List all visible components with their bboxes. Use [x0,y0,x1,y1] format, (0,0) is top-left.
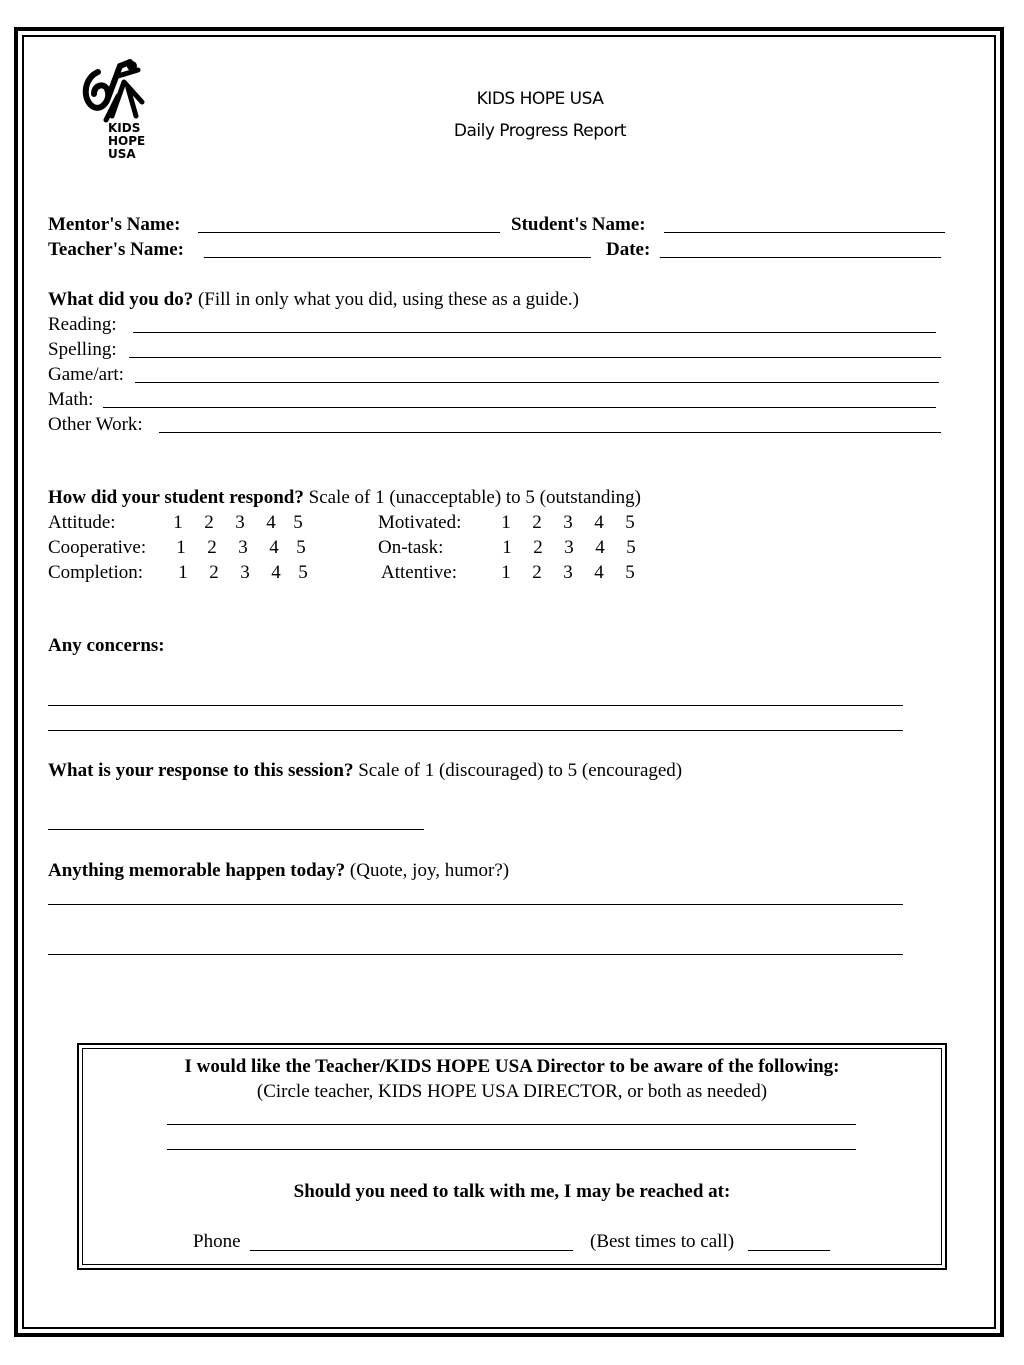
completion-label: Completion: [48,562,143,583]
motivated-rating-4[interactable]: 4 [594,512,604,533]
mentor-name-label: Mentor's Name: [48,214,181,235]
cooperative-rating-5[interactable]: 5 [296,537,306,558]
best-times-label: (Best times to call) [590,1231,735,1252]
best-times-field[interactable] [748,1250,830,1251]
teacher-name-field[interactable] [204,257,591,258]
org-name: KIDS HOPE USA [476,89,604,109]
cooperative-rating-1[interactable]: 1 [176,537,186,558]
session-heading: What is your response to this session? Scale of 1 (discouraged) to 5 (encouraged) [48,760,683,781]
memorable-line-1[interactable] [48,904,903,905]
completion-rating-3[interactable]: 3 [240,562,250,583]
logo-text-hope: HOPE [108,134,146,148]
on-task-rating-1[interactable]: 1 [502,537,512,558]
attitude-rating-5[interactable]: 5 [293,512,303,533]
concerns-heading: Any concerns: [48,635,165,656]
teacher-name-label: Teacher's Name: [48,239,184,260]
attentive-rating-3[interactable]: 3 [563,562,573,583]
attentive-rating-5[interactable]: 5 [625,562,635,583]
on-task-rating-5[interactable]: 5 [626,537,636,558]
memorable-line-2[interactable] [48,954,903,955]
cooperative-rating-4[interactable]: 4 [269,537,279,558]
motivated-label: Motivated: [378,512,462,533]
date-label: Date: [606,239,651,260]
session-response-field[interactable] [48,829,424,830]
completion-rating-1[interactable]: 1 [178,562,188,583]
on-task-rating-2[interactable]: 2 [533,537,543,558]
game-art-label: Game/art: [48,364,124,385]
motivated-rating-2[interactable]: 2 [532,512,542,533]
logo-text-usa: USA [108,147,136,161]
attitude-rating-1[interactable]: 1 [173,512,183,533]
reading-label: Reading: [48,314,117,335]
notice-line-1[interactable] [167,1124,856,1125]
game-art-field[interactable] [135,382,939,383]
attentive-rating-4[interactable]: 4 [594,562,604,583]
motivated-rating-5[interactable]: 5 [625,512,635,533]
on-task-label: On-task: [378,537,444,558]
attentive-rating-1[interactable]: 1 [501,562,511,583]
other-work-label: Other Work: [48,414,143,435]
other-work-field[interactable] [159,432,941,433]
attitude-rating-4[interactable]: 4 [266,512,276,533]
cooperative-rating-3[interactable]: 3 [238,537,248,558]
completion-rating-4[interactable]: 4 [271,562,281,583]
motivated-rating-3[interactable]: 3 [563,512,573,533]
notice-heading: I would like the Teacher/KIDS HOPE USA Director to be aware of the following: [184,1056,840,1077]
contact-heading: Should you need to talk with me, I may be reached at: [293,1181,731,1202]
concerns-line-2[interactable] [48,730,903,731]
phone-label: Phone [193,1231,241,1252]
reading-field[interactable] [133,332,936,333]
spelling-field[interactable] [129,357,941,358]
math-field[interactable] [103,407,936,408]
student-name-label: Student's Name: [511,214,646,235]
notice-line-2[interactable] [167,1149,856,1150]
response-heading: How did your student respond? Scale of 1 (unacceptable) to 5 (outstanding) [48,487,642,508]
on-task-rating-4[interactable]: 4 [595,537,605,558]
notice-note: (Circle teacher, KIDS HOPE USA DIRECTOR, or both as needed) [256,1081,768,1102]
attentive-label: Attentive: [381,562,457,583]
attentive-rating-2[interactable]: 2 [532,562,542,583]
logo-text-kids: KIDS [108,121,141,135]
math-label: Math: [48,389,94,410]
date-field[interactable] [660,257,941,258]
completion-rating-5[interactable]: 5 [298,562,308,583]
report-title: Daily Progress Report [453,121,627,141]
on-task-rating-3[interactable]: 3 [564,537,574,558]
cooperative-rating-2[interactable]: 2 [207,537,217,558]
motivated-rating-1[interactable]: 1 [501,512,511,533]
attitude-rating-3[interactable]: 3 [235,512,245,533]
attitude-label: Attitude: [48,512,116,533]
concerns-line-1[interactable] [48,705,903,706]
spelling-label: Spelling: [48,339,117,360]
mentor-name-field[interactable] [198,232,500,233]
phone-field[interactable] [250,1250,573,1251]
memorable-heading: Anything memorable happen today? (Quote, joy, humor?) [48,860,510,881]
activities-heading: What did you do? (Fill in only what you did, using these as a guide.) [48,289,579,310]
attitude-rating-2[interactable]: 2 [204,512,214,533]
cooperative-label: Cooperative: [48,537,147,558]
student-name-field[interactable] [664,232,945,233]
completion-rating-2[interactable]: 2 [209,562,219,583]
kids-hope-logo [78,58,153,166]
